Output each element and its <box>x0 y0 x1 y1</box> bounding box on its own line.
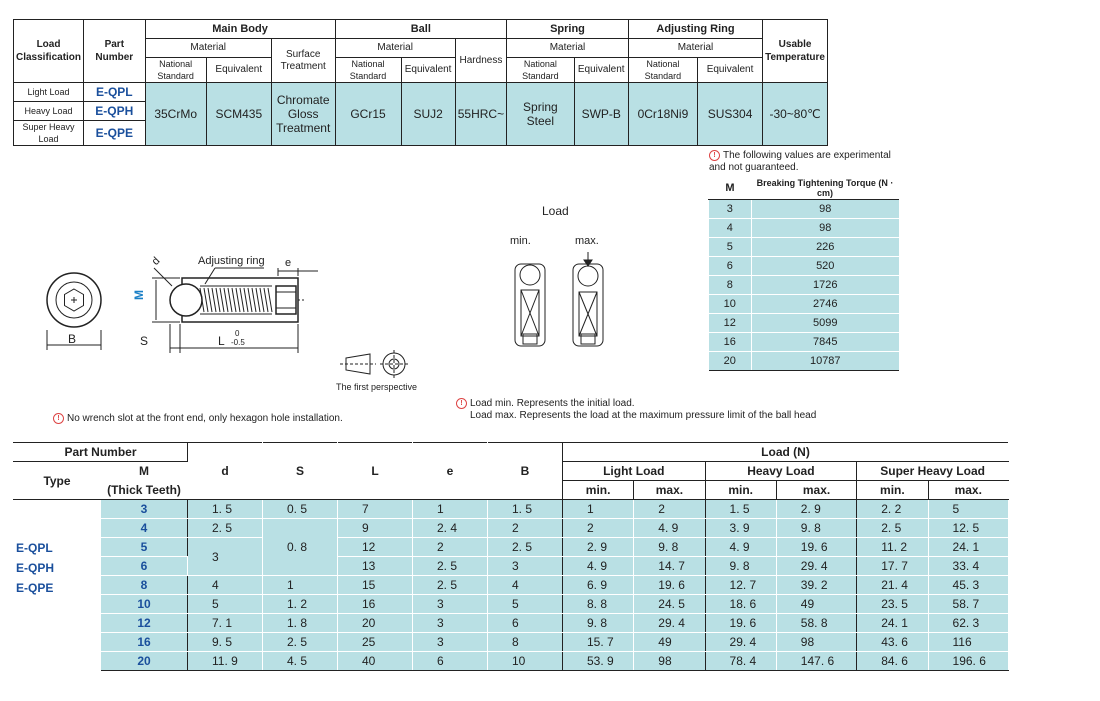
cell-e: 2. 4 <box>413 519 488 538</box>
load-classification-header: Load Classification <box>14 20 84 83</box>
cell-hmin: 9. 8 <box>705 557 776 576</box>
body-national-header: National Standard <box>145 58 206 83</box>
cell-d: 5 <box>188 595 263 614</box>
cell-hmin: 4. 9 <box>705 538 776 557</box>
cell-s: 1. 2 <box>263 595 338 614</box>
table-row <box>14 500 1009 519</box>
cell-smax: 12. 5 <box>928 519 1008 538</box>
material-spec-table <box>13 19 828 146</box>
table-row <box>14 633 1009 652</box>
ball-national-header: National Standard <box>335 58 401 83</box>
cell-hmin: 18. 6 <box>705 595 776 614</box>
col-s-header: S <box>263 443 338 500</box>
torque-value-cell: 10787 <box>752 352 899 371</box>
cell-s: 1 <box>263 576 338 595</box>
load-label: Load <box>542 204 569 218</box>
cell-l: 20 <box>338 614 413 633</box>
dim-d-label: d <box>149 254 163 268</box>
torque-m-cell: 20 <box>709 352 752 371</box>
table-row <box>14 557 1009 576</box>
cell-smin: 2. 2 <box>857 500 928 519</box>
ring-equivalent-header: Equivalent <box>697 58 762 83</box>
col-d-header: d <box>188 443 263 500</box>
cell-hmax: 29. 4 <box>776 557 856 576</box>
cell-e: 3 <box>413 614 488 633</box>
cell-hmax: 49 <box>776 595 856 614</box>
info-icon: ! <box>709 150 720 161</box>
spring-header: Spring <box>507 20 629 39</box>
cell-l: 25 <box>338 633 413 652</box>
m-cell: 16 <box>101 633 188 652</box>
cell-smin: 43. 6 <box>857 633 928 652</box>
cell-b: 2. 5 <box>488 538 563 557</box>
cell-b: 1. 5 <box>488 500 563 519</box>
m-cell: 5 <box>101 538 188 557</box>
cell-e: 2. 5 <box>413 576 488 595</box>
load-max-label: max. <box>575 235 599 247</box>
load-max-view <box>573 252 603 346</box>
part-number-header: Part Number <box>84 20 146 83</box>
type-header: Type <box>14 462 101 500</box>
dimension-table <box>13 442 1009 671</box>
torque-value-header: Breaking Tightening Torque (N · cm) <box>752 177 899 200</box>
torque-m-cell: 3 <box>709 200 752 219</box>
body-material-header: Material <box>145 39 271 58</box>
heavy-max-header: max. <box>776 481 856 500</box>
table-row <box>14 538 1009 557</box>
usable-temperature-header: Usable Temperature <box>763 20 828 83</box>
cell-lmax: 4. 9 <box>634 519 705 538</box>
part-number-group-header: Part Number <box>14 443 188 462</box>
ring-material-header: Material <box>628 39 762 58</box>
cell-smin: 2. 5 <box>857 519 928 538</box>
cell-smax: 62. 3 <box>928 614 1008 633</box>
cell-smax: 5 <box>928 500 1008 519</box>
thick-teeth-header: (Thick Teeth) <box>101 481 188 500</box>
cell-b: 6 <box>488 614 563 633</box>
col-e-header: e <box>413 443 488 500</box>
super-heavy-load-header: Super Heavy Load <box>857 462 1009 481</box>
super-min-header: min. <box>857 481 928 500</box>
load-min-view <box>515 264 545 346</box>
cell-smax: 24. 1 <box>928 538 1008 557</box>
body-national-value: 35CrMo <box>145 83 206 146</box>
classification-light: Light Load <box>14 83 84 102</box>
cell-s: 0. 5 <box>263 500 338 519</box>
cell-hmax: 9. 8 <box>776 519 856 538</box>
torque-m-cell: 6 <box>709 257 752 276</box>
table-row <box>14 519 1009 538</box>
torque-value-cell: 226 <box>752 238 899 257</box>
ball-equivalent-value: SUJ2 <box>401 83 455 146</box>
type-label[interactable]: E-QPE <box>16 581 54 595</box>
cell-d: 1. 5 <box>188 500 263 519</box>
cell-e: 2. 5 <box>413 557 488 576</box>
cell-hmax: 147. 6 <box>776 652 856 671</box>
spring-equivalent-header: Equivalent <box>574 58 628 83</box>
cell-lmax: 19. 6 <box>634 576 705 595</box>
cell-l: 40 <box>338 652 413 671</box>
m-cell: 3 <box>101 500 188 519</box>
surface-treatment-value: Chromate Gloss Treatment <box>271 83 335 146</box>
cell-hmin: 12. 7 <box>705 576 776 595</box>
cell-smin: 24. 1 <box>857 614 928 633</box>
cell-smax: 196. 6 <box>928 652 1008 671</box>
cell-l: 9 <box>338 519 413 538</box>
info-icon: ! <box>53 413 64 424</box>
load-note: ! Load min. Represents the initial load. Load max. Represents the load at the maximum pressure limit of the ball head <box>456 398 816 422</box>
cell-hmin: 19. 6 <box>705 614 776 633</box>
type-cell <box>14 500 101 671</box>
torque-note: ! The following values are experimental and not guaranteed. <box>709 150 891 174</box>
torque-row <box>709 333 899 352</box>
torque-row <box>709 219 899 238</box>
cell-smin: 23. 5 <box>857 595 928 614</box>
m-cell: 20 <box>101 652 188 671</box>
spring-national-header: National Standard <box>507 58 575 83</box>
cell-smin: 84. 6 <box>857 652 928 671</box>
cell-smin: 21. 4 <box>857 576 928 595</box>
cell-b: 3 <box>488 557 563 576</box>
cell-hmax: 98 <box>776 633 856 652</box>
cell-d: 4 <box>188 576 263 595</box>
cell-lmin: 15. 7 <box>563 633 634 652</box>
torque-m-header: M <box>709 177 752 200</box>
wrench-note: ! No wrench slot at the front end, only hexagon hole installation. <box>53 413 343 425</box>
table-row <box>14 614 1009 633</box>
light-max-header: max. <box>634 481 705 500</box>
light-load-header: Light Load <box>563 462 706 481</box>
type-label[interactable]: E-QPL <box>16 541 53 555</box>
cell-d: 11. 9 <box>188 652 263 671</box>
cell-d: 7. 1 <box>188 614 263 633</box>
cell-lmax: 29. 4 <box>634 614 705 633</box>
ring-national-header: National Standard <box>628 58 697 83</box>
cell-d: 2. 5 <box>188 519 263 538</box>
table-row <box>14 576 1009 595</box>
ball-equivalent-header: Equivalent <box>401 58 455 83</box>
cell-s: 0. 8 <box>263 519 338 576</box>
dim-s-label: S <box>140 334 149 348</box>
ring-national-value: 0Cr18Ni9 <box>628 83 697 146</box>
cell-s: 4. 5 <box>263 652 338 671</box>
cell-lmin: 53. 9 <box>563 652 634 671</box>
cell-s: 2. 5 <box>263 633 338 652</box>
cell-lmax: 24. 5 <box>634 595 705 614</box>
torque-m-cell: 4 <box>709 219 752 238</box>
cell-s: 1. 8 <box>263 614 338 633</box>
cell-e: 1 <box>413 500 488 519</box>
torque-m-cell: 5 <box>709 238 752 257</box>
cell-lmax: 9. 8 <box>634 538 705 557</box>
temperature-value: -30~80℃ <box>763 83 828 146</box>
cell-smin: 11. 2 <box>857 538 928 557</box>
load-min-label: min. <box>510 235 531 247</box>
torque-value-cell: 98 <box>752 200 899 219</box>
torque-value-cell: 520 <box>752 257 899 276</box>
dim-l-label: L <box>218 334 225 348</box>
type-label[interactable]: E-QPH <box>16 561 55 575</box>
m-cell: 4 <box>101 519 188 538</box>
cell-hmax: 39. 2 <box>776 576 856 595</box>
cell-b: 2 <box>488 519 563 538</box>
ball-header: Ball <box>335 20 507 39</box>
torque-row <box>709 295 899 314</box>
hardness-value: 55HRC~ <box>455 83 506 146</box>
torque-m-cell: 10 <box>709 295 752 314</box>
cell-e: 3 <box>413 633 488 652</box>
cell-lmax: 14. 7 <box>634 557 705 576</box>
cell-lmax: 2 <box>634 500 705 519</box>
dim-m-label: M <box>132 290 146 300</box>
cell-d: 9. 5 <box>188 633 263 652</box>
cell-e: 6 <box>413 652 488 671</box>
spring-national-value: Spring Steel <box>507 83 575 146</box>
m-cell: 10 <box>101 595 188 614</box>
cell-lmin: 2 <box>563 519 634 538</box>
cell-lmin: 6. 9 <box>563 576 634 595</box>
cell-l: 16 <box>338 595 413 614</box>
cell-lmin: 8. 8 <box>563 595 634 614</box>
ring-equivalent-value: SUS304 <box>697 83 762 146</box>
cell-lmin: 4. 9 <box>563 557 634 576</box>
m-cell: 8 <box>101 576 188 595</box>
cell-hmin: 1. 5 <box>705 500 776 519</box>
cell-b: 10 <box>488 652 563 671</box>
spring-equivalent-value: SWP-B <box>574 83 628 146</box>
part-number-heavy[interactable]: E-QPH <box>84 102 146 121</box>
torque-value-cell: 1726 <box>752 276 899 295</box>
spring-material-header: Material <box>507 39 629 58</box>
cell-smax: 116 <box>928 633 1008 652</box>
torque-row <box>709 238 899 257</box>
torque-row <box>709 352 899 371</box>
super-max-header: max. <box>928 481 1008 500</box>
cell-b: 5 <box>488 595 563 614</box>
cell-l: 7 <box>338 500 413 519</box>
torque-m-cell: 8 <box>709 276 752 295</box>
cell-l: 12 <box>338 538 413 557</box>
torque-row <box>709 314 899 333</box>
load-group-header: Load (N) <box>563 443 1009 462</box>
body-equivalent-value: SCM435 <box>206 83 271 146</box>
torque-value-cell: 7845 <box>752 333 899 352</box>
col-b-header: B <box>488 443 563 500</box>
cell-smax: 45. 3 <box>928 576 1008 595</box>
classification-heavy: Heavy Load <box>14 102 84 121</box>
cell-lmin: 2. 9 <box>563 538 634 557</box>
table-row <box>14 595 1009 614</box>
torque-row <box>709 200 899 219</box>
first-perspective-label: The first perspective <box>336 382 418 392</box>
m-cell: 12 <box>101 614 188 633</box>
m-cell: 6 <box>101 557 188 576</box>
cell-lmin: 9. 8 <box>563 614 634 633</box>
cell-hmax: 19. 6 <box>776 538 856 557</box>
first-perspective-icon <box>340 350 408 378</box>
part-number-light[interactable]: E-QPL <box>84 83 146 102</box>
dim-l-tol-lower: -0.5 <box>231 338 245 347</box>
heavy-min-header: min. <box>705 481 776 500</box>
cell-hmax: 58. 8 <box>776 614 856 633</box>
torque-row <box>709 276 899 295</box>
surface-treatment-header: Surface Treatment <box>271 39 335 83</box>
cell-lmax: 98 <box>634 652 705 671</box>
cell-l: 13 <box>338 557 413 576</box>
heavy-load-header: Heavy Load <box>705 462 857 481</box>
cell-b: 4 <box>488 576 563 595</box>
cell-hmin: 3. 9 <box>705 519 776 538</box>
adjusting-ring-header: Adjusting Ring <box>628 20 762 39</box>
hardness-header: Hardness <box>455 39 506 83</box>
cell-smax: 58. 7 <box>928 595 1008 614</box>
body-equivalent-header: Equivalent <box>206 58 271 83</box>
light-min-header: min. <box>563 481 634 500</box>
torque-value-cell: 2746 <box>752 295 899 314</box>
main-body-header: Main Body <box>145 20 335 39</box>
cell-d: 3 <box>188 538 263 576</box>
cell-hmax: 2. 9 <box>776 500 856 519</box>
m-header: M <box>101 462 188 481</box>
ball-national-value: GCr15 <box>335 83 401 146</box>
torque-value-cell: 5099 <box>752 314 899 333</box>
part-number-super-heavy[interactable]: E-QPE <box>84 121 146 146</box>
cell-l: 15 <box>338 576 413 595</box>
cell-e: 3 <box>413 595 488 614</box>
cell-hmin: 78. 4 <box>705 652 776 671</box>
cell-lmin: 1 <box>563 500 634 519</box>
cell-b: 8 <box>488 633 563 652</box>
cell-hmin: 29. 4 <box>705 633 776 652</box>
col-l-header: L <box>338 443 413 500</box>
torque-value-cell: 98 <box>752 219 899 238</box>
torque-row <box>709 257 899 276</box>
dim-e-label: e <box>285 257 292 269</box>
technical-drawing <box>0 140 700 400</box>
dim-b-label: B <box>68 332 77 346</box>
adjusting-ring-label: Adjusting ring <box>198 255 265 267</box>
info-icon: ! <box>456 398 467 409</box>
torque-table <box>708 176 899 371</box>
cell-e: 2 <box>413 538 488 557</box>
dim-l-tol-upper: 0 <box>235 329 240 338</box>
cell-smin: 17. 7 <box>857 557 928 576</box>
torque-m-cell: 16 <box>709 333 752 352</box>
cell-smax: 33. 4 <box>928 557 1008 576</box>
ball-material-header: Material <box>335 39 455 58</box>
cell-lmax: 49 <box>634 633 705 652</box>
table-row <box>14 652 1009 671</box>
classification-super-heavy: Super Heavy Load <box>14 121 84 146</box>
torque-m-cell: 12 <box>709 314 752 333</box>
